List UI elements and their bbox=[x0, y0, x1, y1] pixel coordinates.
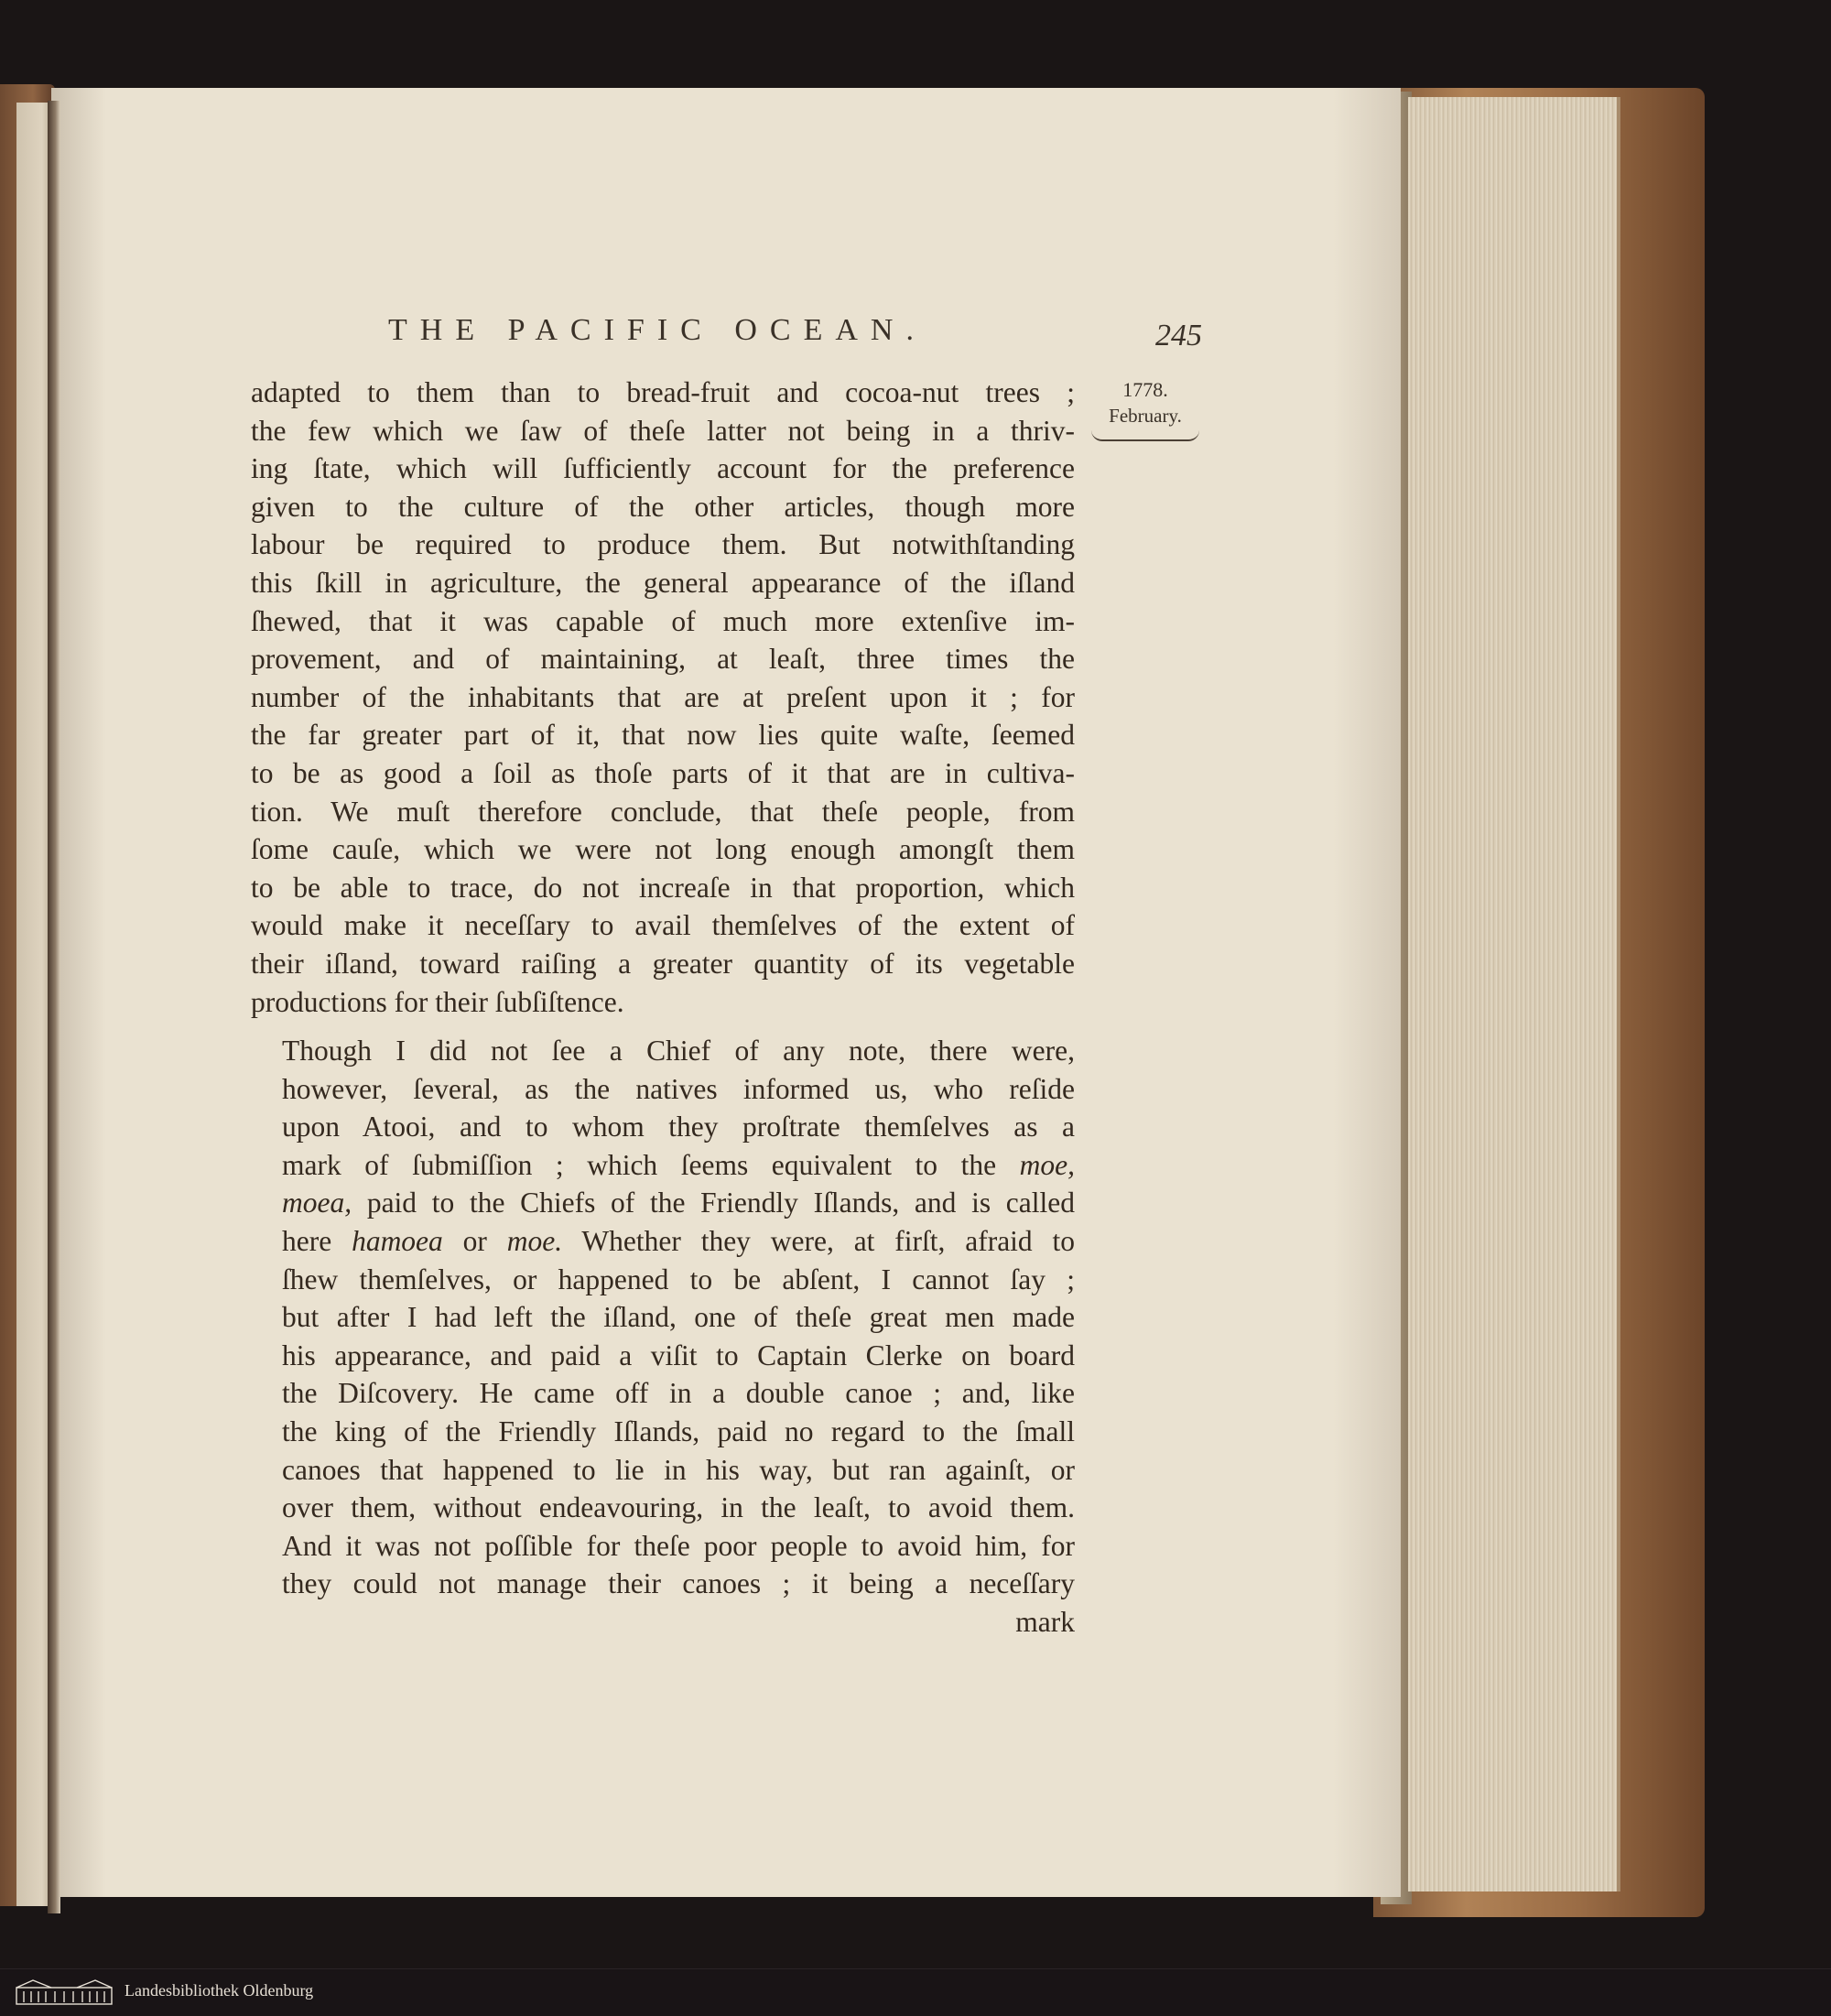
text-line: would make it neceſſary to avail themſelves of the extent of bbox=[251, 909, 1075, 942]
italic-term: moe, bbox=[1019, 1148, 1075, 1181]
text-run: mark of ſubmiſſion ; which ſeems equivalent to the bbox=[282, 1148, 997, 1181]
italic-term: moe. bbox=[506, 1225, 563, 1258]
margin-month: February. bbox=[1109, 405, 1182, 427]
text-run: paid to the Chiefs of the Friendly Iſlands, and is called bbox=[366, 1187, 1075, 1219]
library-name: Landesbibliothek Oldenburg bbox=[125, 1981, 314, 2000]
text-line: over them, without endeavouring, in the leaſt, to avoid them. bbox=[282, 1491, 1075, 1524]
text-line: given to the culture of the other articles, though more bbox=[251, 490, 1075, 523]
text-line: upon Atooi, and to whom they proſtrate themſelves as a bbox=[282, 1111, 1075, 1143]
paragraph-1 bbox=[251, 374, 1075, 1021]
text-line: but after I had left the iſland, one of theſe great men made bbox=[282, 1301, 1075, 1334]
italic-term: hamoea bbox=[352, 1225, 443, 1258]
book-gutter bbox=[48, 101, 60, 1913]
text-line: canoes that happened to lie in his way, but ran againſt, or bbox=[282, 1453, 1075, 1486]
text-line: tion. We muſt therefore conclude, that theſe people, from bbox=[251, 795, 1075, 828]
text-line: provement, and of maintaining, at leaſt, three times the bbox=[251, 643, 1075, 676]
text-line: ing ſtate, which will ſufficiently account for the preference bbox=[251, 452, 1075, 485]
text-line: they could not manage their canoes ; it being a neceſſary bbox=[282, 1567, 1075, 1600]
text-line bbox=[251, 1184, 1075, 1222]
text-line: ſhewed, that it was capable of much more extenſive im- bbox=[251, 604, 1075, 637]
text-line: the few which we ſaw of theſe latter not being in a thriv- bbox=[251, 414, 1075, 447]
text-line bbox=[251, 1222, 1075, 1261]
footer-bar bbox=[0, 1968, 1831, 2016]
text-line: ſome cauſe, which we were not long enough amongſt them bbox=[251, 833, 1075, 866]
italic-term: moea, bbox=[282, 1187, 352, 1219]
margin-year: 1778. bbox=[1122, 378, 1168, 401]
margin-brace bbox=[1091, 430, 1199, 441]
text-line: Though I did not ſee a Chief of any note, there were, bbox=[282, 1035, 1075, 1068]
text-line: labour be required to produce them. But notwithſtanding bbox=[251, 528, 1075, 561]
text-line bbox=[251, 1146, 1075, 1185]
body-text bbox=[251, 374, 1075, 1642]
page-number: 245 bbox=[1155, 319, 1202, 352]
text-run: or bbox=[462, 1225, 487, 1258]
library-building-logo bbox=[15, 1978, 114, 2006]
text-line: the Diſcovery. He came off in a double canoe ; and, like bbox=[282, 1377, 1075, 1410]
running-head: THE PACIFIC OCEAN. bbox=[388, 313, 926, 347]
page-block-edges bbox=[1408, 97, 1620, 1891]
text-line: to be as good a ſoil as thoſe parts of it that are in cultiva- bbox=[251, 756, 1075, 789]
text-line-last: productions for their ſubſiſtence. bbox=[251, 985, 624, 1018]
margin-date-note bbox=[1086, 377, 1205, 441]
text-line: And it was not poſſible for theſe poor people to avoid him, for bbox=[282, 1529, 1075, 1562]
text-line: his appearance, and paid a viſit to Captain Clerke on board bbox=[282, 1339, 1075, 1371]
text-line: the far greater part of it, that now lies quite waſte, ſeemed bbox=[251, 719, 1075, 752]
text-line: the king of the Friendly Iſlands, paid no regard to the ſmall bbox=[282, 1415, 1075, 1448]
text-line: to be able to trace, do not increaſe in that proportion, which bbox=[251, 871, 1075, 904]
text-run: Whether they were, at firſt, afraid to bbox=[581, 1225, 1076, 1258]
text-line: adapted to them than to bread-fruit and cocoa-nut trees ; bbox=[251, 376, 1075, 408]
text-line: ſhew themſelves, or happened to be abſent, I cannot ſay ; bbox=[282, 1263, 1075, 1295]
text-run: here bbox=[282, 1225, 332, 1258]
text-line: number of the inhabitants that are at preſent upon it ; for bbox=[251, 680, 1075, 713]
text-line: their iſland, toward raiſing a greater quantity of its vegetable bbox=[251, 947, 1075, 980]
text-line: this ſkill in agriculture, the general appearance of the iſland bbox=[251, 566, 1075, 599]
text-line: however, ſeveral, as the natives informed us, who reſide bbox=[282, 1072, 1075, 1105]
paragraph-2 bbox=[251, 1032, 1075, 1642]
catchword: mark bbox=[1015, 1606, 1075, 1638]
